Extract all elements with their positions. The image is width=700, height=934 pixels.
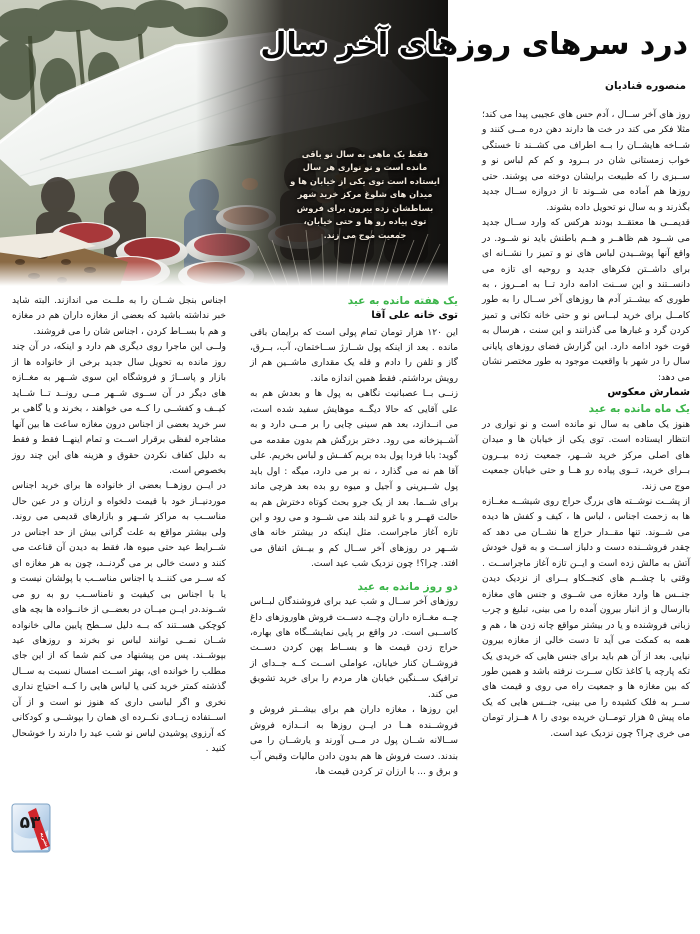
paragraph: ولــی این ماجرا روی دیگری هم دارد و اینکه، در آن چند روز مانده به تحویل سال جدید برخی از خانواده ها از بازار و پاســاژ و فروشگاه این سوی شــهر به مغــازه های دیگر در آن ســوی شــهر مــی رونــد تــا شــاید کیــف و کفشــی را کــه می خواهند ، بخرند و یا گاهی بر سر خرید بعضی از اجناس درون مغازه ساعت ها بین آنها مشاجره لفظی برقرار اســت و تمام اینهــا فقط و فقط به دلیل کفاف نکردن حقوق و هزینه های این چند روز بخصوص است. [12,342,226,476]
column-right [482,108,690,908]
svg-text:نشریه: نشریه [38,831,50,848]
section-heading-ali-agha-house: توی خانه علی آقا [371,310,458,322]
column-middle [250,294,458,864]
section-heading-two-days: دو روز مانده به عید [357,580,458,593]
page-title: درد سرهای روزهای آخر سال [260,27,688,62]
author-byline: منصوره قنادیان [605,80,686,93]
paragraph: اجناس بنجل شــان را به ملــت می اندازند. البته شاید خبر نداشته باشید که بعضی از مغازه داران هم در مغازه و هم با بســاط کردن ، اجناس شان را می فروشند. [12,296,226,337]
paragraph: این روزها ، مغازه داران هم برای بیشــتر فروش و فروشــنده هــا در ایــن روزها به انــدازه فروش ســالانه شــان پول در مــی آورند و یارشــان را می بندند. دست فروش ها هم بدون دادن مالیات وقبض آب و برق و ... با ارزان تر کردن قیمت ها، [250,705,458,778]
paragraph: از پشــت نوشــته های بزرگ حراج روی شیشــه مغــازه ها به زحمت اجناس ، لباس ها ، کیف و کفش ها دیده می شــوند. تنها مقــدار حراج ها نشــان می دهد که چقدر فروشــنده دست و دلباز اســت و به قول خودش آتش به مالش زده است و ایــن تازه آغاز ماجراســت . وقتی با چشــم های کنجــکاو بــرای از نزدیک دیدن جنــس ها وارد مغازه می شــوی و جنس های مغازه باارسال و از انبار بیرون آمده را می بینی، تبلیغ و چرب زبانی فروشنده و یا در بیشتر مواقع چانه زدن ها ، هم و همه به کمکت می آید تا دست خالی از مغازه بیرون نیایی. بعد از آن هم باید برای جنس هایی که خریدی یک تکه پارچه یا کاغذ تکان ســرت نرفته باشد و همین طور که بین مغازه ها و جمعیت راه می روی و قیمت های ســر به فلک کشیده را می بینی، جنــس هایی که یک ماه پیش ۵ هزار تومــان خریده بودی را ۸ هــزار تومان می خری چرا؟ چون نزدیک عید است. [482,497,690,739]
paragraph: قدیمــی ها معتقــد بودند هرکس که وارد ســال جدید می شــود هم ظاهــر و هــم باطنش باید نو شــود. در واقع آنها پوشــیدن لباس های نو و تمیز را نشــانه ای برای داشــتن فکرهای جدید و روحیه ای تازه می دانســتند و این ســنت ادامه دارد تــا به امــروز ، به طوری که بیشــتر آدم ها روزهای آخر ســال را به طور کامــل برای خرید لبــاس نو و حتی خانه تکانی و تمیز کردن گرد و غبارها می گذرانند و این سنت ، هرسال به قوت خود ادامه دارد. این گزارش فضای روزهای پایانی سال را در شهر با واقعیت موجود به طور مختصر نشان می دهد: [482,218,690,383]
paragraph: این ۱۲۰ هزار تومان تمام پولی است که برایمان باقی مانده . بعد از اینکه پول شــارژ ســاختمان، آب، بــرق، گاز و تلفن را دادم و قله یک مقداری ماشــین هم از رویش برداشتم. فقط همین اندازه ماند. [250,327,459,384]
paragraph: روزهای آخر ســال و شب عید برای فروشندگان لبــاس چــه مغــازه داران وچــه دســت فروش هاوروزهای داغ کاســبی است. در واقع بر پایی نمایشــگاه های بهاره، حراج زدن قیمت ها و بســاط پهن کردن دســت فروشــان کنار خیابان، عواملی اســت کــه جــدای از ترافیک ســنگین خیابان هار مردم را برای خرید تشویق می کند. [250,597,458,700]
paragraph: در ایــن روزهــا بعضی از خانواده ها برای خرید اجناس موردنیــاز خود با قیمت دلخواه و ارزان و در عین حال مناســب به مراکز شــهر و بازارهای قدیمی می روند. ولی بیشتر مواقع به علت گرانی بیش از حد اجناس در شــرایط عید حتی میوه ها، فقط به دیدن آن قناعت می کنند و دست خالی بر می گردنــد، چون به هر مغازه ای که ســر می کننــد یا اجناس مناســب با پولشان نیست و یا با اجناس بی کیفیت و نامناســب رو به رو می شــوند.در ایــن میــان در بعضــی از خانــواده ها بچه های کوچکی هســتند که بــه دلیل ســطح پایین مالی خانواده شــان نمــی توانند لباس نو بخرند و روزهای عید بپوشــند. پس من پیشنهاد می کنم شما که از این جای مطلب را خوانده ای، بهتر اســت امسال نسبت به ســال گذشته کمتر خرید کنی یا لباس هایی را کــه احتیاج نداری نخری و اگر لباسی داری که هنوز نو است و از آن اســتفاده زیــادی نکــرده ای همان را بپوشــی و کودکانی که آرزوی پوشیدن لباس نو شب عید را دارند را خوشحال کنید . [12,481,226,755]
page-number-text: ۵۳ [19,813,41,833]
section-heading-countdown: شمارش معکوس [607,387,690,399]
paragraph: هنوز یک ماهی به سال نو مانده است و نو نواری در انتظار ایستاده است. توی یکی از خیابان ها و میدان های اصلی مرکز خرید شــهر، جمعیت زده بیــرون بــرای خرید، تــوی پیاده رو هــا و حتی خیابان جمعیت موج می زند. [482,419,690,492]
paragraph: روز های آخر ســال ، آدم حس های عجیبی پیدا می کند؛ مثلا فکر می کند در خت ها دارند دهن دره مــی کنند و شــاخه هایشــان را بــه اطراف می کشــند تا خستگی خواب زمستانی شان در بــرود و کم کم لباس نو و ســبزی را که طبیعت برایشان دوخته می پوشند. حتی روزها هم آماده می شــوند تا از دروازه ســال جدید بگذرند و به سال نو تحویل داده بشوند. [482,110,690,213]
page-number-badge-graphic [10,802,52,856]
section-heading-one-week: یک هفته مانده به عید [347,295,458,307]
section-heading-one-month: یک ماه مانده به عید [588,403,690,416]
paragraph: زنــی بــا عصبانیت نگاهی به پول ها و بعدش هم به علی آقایی که حالا دیگــه موهایش سفید شده است، می انــدازد، بعد هم سینی چایی را بر مــی دارد و به آشــپزخانه می رود. دختر بزرگش هم بدون مقدمه می گوید: بابا فردا پول بده بریم کفــش و لباس بخریم. علی آقا هم نه می گذارد ، نه بر می دارد، میگه : اول باید پول شــیرینی و آجیل و میوه رو بده بعد هرچی ماند برای شــما. بعد از یک جرو بحث کوتاه دخترش هم به حالت قهــر و با غرو لند بلند می شــود و می رود و این تازه آغاز ماجراست. مثل اینکه در بیشتر خانه های شــهر در روزهای آخر ســال کم و بیــش اتفاق می افتد. چرا؟! چون نزدیک شب عید است. [250,389,458,570]
photo-caption: فقط یک ماهی به سال نو باقی مانده است و نو نواری هر سال ایستاده است توی یکی از خیابان ها و میدان های شلوغ مرکز خرید شهر بساطشان زده بیرون برای فروش توی پیاده رو ها و حتی خیابان، جمعیت موج می زند. [290,149,440,240]
column-left [12,294,226,854]
page-number-badge [10,802,52,856]
masthead [218,26,688,92]
